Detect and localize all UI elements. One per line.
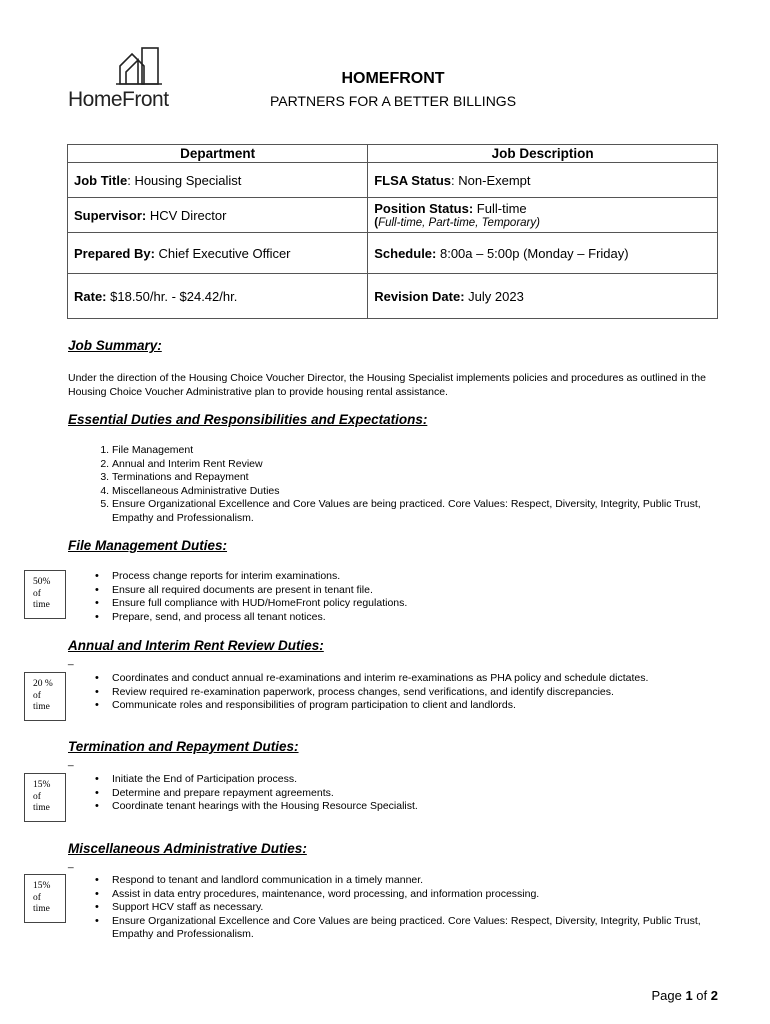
job-title-label: Job Title (74, 172, 128, 188)
position-status-cell (368, 198, 718, 233)
job-title-value: : Housing Specialist (127, 172, 242, 188)
page-of-word: of (692, 988, 711, 1003)
list-item: • Respond to tenant and landlord communication in a timely manner. (112, 874, 702, 888)
flsa-label: FLSA Status (374, 172, 452, 188)
list-item: • Review required re-examination paperwork, process changes, send verifications, and identify discrepancies. (112, 686, 702, 700)
supervisor-label: Supervisor: (74, 207, 147, 223)
position-status-label: Position Status: (374, 201, 474, 216)
list-item: 4. Miscellaneous Administrative Duties (112, 485, 712, 499)
org-name: HOMEFRONT (341, 70, 445, 87)
time-of: of (33, 588, 41, 599)
time-of: of (33, 892, 41, 903)
time-percent: 50% (33, 577, 51, 587)
list-item: • Support HCV staff as necessary. (112, 901, 702, 915)
job-summary-text: Under the direction of the Housing Choice Voucher Director, the Housing Specialist implements policies and procedures as outlined in the Housing Choice Voucher Administrative plan to provide housing rental assistance. (68, 372, 706, 398)
misc-admin-list (94, 874, 702, 942)
rate-value: $18.50/hr. - $24.42/hr. (106, 288, 238, 304)
org-tagline: PARTNERS FOR A BETTER BILLINGS (269, 93, 517, 109)
prepared-by-cell (68, 233, 368, 274)
misc-admin-heading: Miscellaneous Administrative Duties: (68, 841, 307, 856)
time-percentage-box (24, 874, 66, 923)
rate-label: Rate: (74, 288, 107, 304)
page-number (651, 988, 718, 1003)
list-item: 2. Annual and Interim Rent Review (112, 458, 712, 472)
time-percentage-box (24, 672, 66, 721)
list-item: • Ensure all required documents are present in tenant file. (112, 584, 702, 598)
time-word: time (33, 702, 50, 712)
file-management-list (94, 570, 702, 624)
time-word: time (33, 904, 50, 914)
time-percent: 15% (33, 881, 51, 891)
rent-review-list (94, 672, 702, 713)
termination-heading: Termination and Repayment Duties: (68, 739, 299, 754)
time-percentage-box (24, 570, 66, 619)
revision-date-cell (368, 274, 718, 319)
revision-date-label: Revision Date: (374, 288, 465, 304)
time-word: time (33, 803, 50, 813)
page-current: 1 (685, 988, 693, 1003)
page-total: 2 (710, 988, 718, 1003)
list-item: • Prepare, send, and process all tenant notices. (112, 611, 702, 625)
schedule-label: Schedule: (374, 245, 437, 261)
position-status-options (374, 217, 711, 229)
schedule-value: 8:00a – 5:00p (Monday – Friday) (436, 245, 629, 261)
time-percent: 20 % (33, 679, 53, 689)
list-item: • Determine and prepare repayment agreements. (112, 787, 702, 801)
prepared-by-value: Chief Executive Officer (154, 245, 291, 261)
document-header (0, 70, 770, 109)
time-percent: 15% (33, 780, 51, 790)
list-item: 1. File Management (112, 444, 712, 458)
essential-duties-heading: Essential Duties and Responsibilities and Expectations: (68, 412, 428, 427)
list-item: • Ensure full compliance with HUD/HomeFront policy regulations. (112, 597, 702, 611)
rent-review-heading: Annual and Interim Rent Review Duties: (68, 638, 324, 653)
flsa-value: : Non-Exempt (451, 172, 531, 188)
table-row (68, 233, 718, 274)
termination-list (94, 773, 702, 814)
list-item: • Coordinate tenant hearings with the Housing Resource Specialist. (112, 800, 702, 814)
supervisor-value: HCV Director (146, 207, 227, 223)
job-info-table (67, 144, 718, 319)
flsa-cell (368, 163, 718, 198)
list-item: 3. Terminations and Repayment (112, 471, 712, 485)
logo-wordmark: HomeFront (68, 88, 169, 111)
table-row (68, 274, 718, 319)
list-item: • Initiate the End of Participation process. (112, 773, 702, 787)
list-item: • Process change reports for interim examinations. (112, 570, 702, 584)
essential-duties-list (92, 444, 712, 525)
revision-date-value: July 2023 (464, 288, 524, 304)
table-row (68, 163, 718, 198)
job-description-header: Job Description (368, 145, 718, 163)
list-item: • Coordinates and conduct annual re-examinations and interim re-examinations as PHA policy and schedule dictates. (112, 672, 702, 686)
position-options-paren: ( (374, 217, 379, 229)
section-dash: _ (68, 858, 74, 869)
section-dash: _ (68, 756, 74, 767)
list-item: • Communicate roles and responsibilities of program participation to client and landlords. (112, 699, 702, 713)
job-summary-heading: Job Summary: (68, 338, 162, 353)
department-header: Department (68, 145, 368, 163)
section-dash: _ (68, 655, 74, 666)
list-item: • Ensure Organizational Excellence and Core Values are being practiced. Core Values: Respect, Diversity, Integrity, Public Trust, Empathy and Professionalism. (112, 915, 702, 942)
schedule-cell (368, 233, 718, 274)
supervisor-cell (68, 198, 368, 233)
prepared-by-label: Prepared By: (74, 245, 155, 261)
file-management-heading: File Management Duties: (68, 538, 228, 553)
table-header-row (68, 145, 718, 163)
table-row (68, 198, 718, 233)
position-options-text: Full-time, Part-time, Temporary) (378, 217, 540, 229)
list-item: • Assist in data entry procedures, maintenance, word processing, and information processing. (112, 888, 702, 902)
page-word: Page (651, 988, 686, 1003)
time-percentage-box (24, 773, 66, 822)
time-of: of (33, 791, 41, 802)
job-title-cell (68, 163, 368, 198)
time-of: of (33, 690, 41, 701)
time-word: time (33, 600, 50, 610)
position-status-value: Full-time (473, 201, 527, 216)
list-item: 5. Ensure Organizational Excellence and Core Values are being practiced. Core Values: Respect, Diversity, Integrity, Public Trust, Empathy and Professionalism. (112, 498, 712, 525)
rate-cell (68, 274, 368, 319)
